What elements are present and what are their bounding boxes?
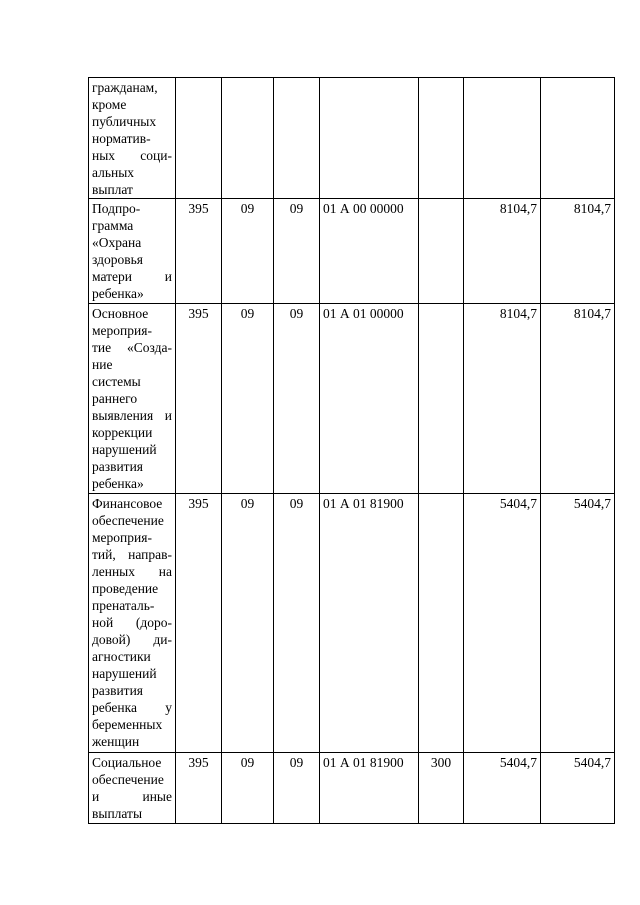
- admin-code-cell: 395: [176, 753, 222, 824]
- row-name-line: Социальное: [92, 755, 162, 770]
- target-code-cell: 01 А 00 00000: [320, 199, 419, 304]
- row-name-line: выплат: [92, 182, 133, 197]
- subsection-code-cell: 09: [274, 753, 320, 824]
- sum-cell-1: 5404,7: [464, 753, 541, 824]
- subsection-code-cell: 09: [274, 304, 320, 494]
- table-row: [89, 753, 615, 824]
- admin-code-cell: 395: [176, 494, 222, 753]
- table-row: [89, 199, 615, 304]
- row-name-line: гражданам,: [92, 80, 158, 95]
- subsection-code-cell: 09: [274, 494, 320, 753]
- expense-type-cell: 300: [419, 753, 464, 824]
- row-name-line: выплаты: [92, 806, 143, 821]
- row-name-line: норматив-: [92, 131, 151, 146]
- table-row: [89, 78, 615, 199]
- row-name-line: грамма: [92, 218, 134, 233]
- row-name-line: агностики: [92, 649, 151, 664]
- row-name-line: раннего: [92, 391, 138, 406]
- subsection-code-cell: 09: [274, 199, 320, 304]
- target-code-cell: 01 А 01 81900: [320, 494, 419, 753]
- sum-cell-1: 8104,7: [464, 199, 541, 304]
- row-name-line: ленных на: [92, 564, 172, 579]
- row-name-line: публичных: [92, 114, 157, 129]
- row-name-line: развития: [92, 683, 144, 698]
- budget-table-body: [89, 78, 615, 824]
- row-name-line: беременных: [92, 717, 163, 732]
- admin-code-cell: 395: [176, 199, 222, 304]
- table-row: [89, 494, 615, 753]
- row-name-line: пренаталь-: [92, 598, 155, 613]
- row-name-line: тие «Созда-: [92, 340, 172, 355]
- sum-cell-1: 5404,7: [464, 494, 541, 753]
- sum-cell-2: [541, 78, 615, 199]
- row-name-line: ребенка»: [92, 476, 144, 491]
- row-name-line: выявления и: [92, 408, 172, 423]
- target-code-cell: 01 А 01 81900: [320, 753, 419, 824]
- sum-cell-1: 8104,7: [464, 304, 541, 494]
- target-code-cell: [320, 78, 419, 199]
- sum-cell-2: 8104,7: [541, 199, 615, 304]
- budget-table: [88, 77, 615, 824]
- row-name-line: альных: [92, 165, 135, 180]
- row-name-line: ных соци-: [92, 148, 172, 163]
- row-name-line: обеспечение: [92, 772, 164, 787]
- expense-type-cell: [419, 199, 464, 304]
- row-name-line: нарушений: [92, 442, 157, 457]
- admin-code-cell: [176, 78, 222, 199]
- target-code-cell: 01 А 01 00000: [320, 304, 419, 494]
- expense-type-cell: [419, 494, 464, 753]
- row-name-cell: [89, 199, 176, 304]
- expense-type-cell: [419, 304, 464, 494]
- row-name-line: ной (доро-: [92, 615, 172, 630]
- row-name-line: кроме: [92, 97, 127, 112]
- sum-cell-2: 8104,7: [541, 304, 615, 494]
- row-name-line: обеспечение: [92, 513, 164, 528]
- section-code-cell: 09: [222, 199, 274, 304]
- expense-type-cell: [419, 78, 464, 199]
- row-name-cell: [89, 494, 176, 753]
- row-name-line: проведение: [92, 581, 159, 596]
- sum-cell-2: 5404,7: [541, 494, 615, 753]
- admin-code-cell: 395: [176, 304, 222, 494]
- row-name-line: мероприя-: [92, 530, 152, 545]
- row-name-line: нарушений: [92, 666, 157, 681]
- section-code-cell: [222, 78, 274, 199]
- row-name-line: здоровья: [92, 252, 143, 267]
- row-name-line: «Охрана: [92, 235, 142, 250]
- row-name-line: Финансовое: [92, 496, 163, 511]
- row-name-line: матери и: [92, 269, 172, 284]
- section-code-cell: 09: [222, 304, 274, 494]
- row-name-line: ние: [92, 357, 113, 372]
- section-code-cell: 09: [222, 494, 274, 753]
- sum-cell-2: 5404,7: [541, 753, 615, 824]
- row-name-line: Основное: [92, 306, 149, 321]
- table-row: [89, 304, 615, 494]
- section-code-cell: 09: [222, 753, 274, 824]
- subsection-code-cell: [274, 78, 320, 199]
- row-name-cell: [89, 78, 176, 199]
- row-name-line: системы: [92, 374, 141, 389]
- sum-cell-1: [464, 78, 541, 199]
- row-name-cell: [89, 753, 176, 824]
- row-name-line: и иные: [92, 789, 172, 804]
- row-name-line: довой) ди-: [92, 632, 172, 647]
- row-name-line: ребенка у: [92, 700, 172, 715]
- row-name-line: Подпро-: [92, 201, 141, 216]
- row-name-line: ребенка»: [92, 286, 144, 301]
- row-name-line: развития: [92, 459, 144, 474]
- row-name-line: тий, направ-: [92, 547, 172, 562]
- row-name-line: коррекции: [92, 425, 153, 440]
- row-name-line: женщин: [92, 734, 140, 749]
- row-name-cell: [89, 304, 176, 494]
- row-name-line: мероприя-: [92, 323, 152, 338]
